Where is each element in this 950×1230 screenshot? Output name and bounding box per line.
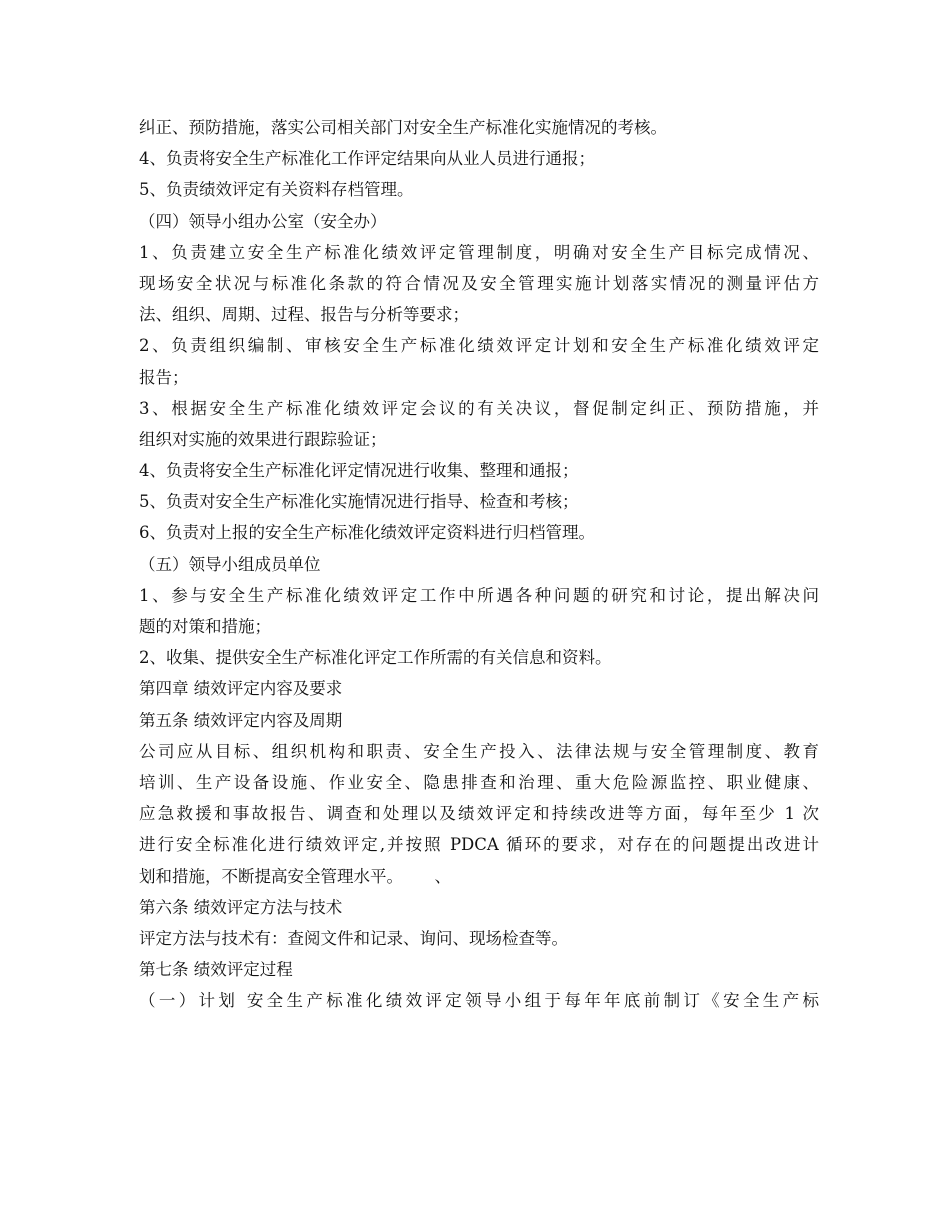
text-line: （四）领导小组办公室（安全办） xyxy=(139,211,387,231)
text-line: 第七条 绩效评定过程 xyxy=(139,960,293,980)
text-line: 应急救援和事故报告、调查和处理以及绩效评定和持续改进等方面，每年至少 1 次 xyxy=(139,804,819,824)
text-line: 报告； xyxy=(139,367,189,387)
text-line: 第六条 绩效评定方法与技术 xyxy=(139,897,343,917)
text-line: 现场安全状况与标准化条款的符合情况及安全管理实施计划落实情况的测量评估方 xyxy=(139,273,819,293)
text-line: 公司应从目标、组织机构和职责、安全生产投入、法律法规与安全管理制度、教育 xyxy=(139,741,819,761)
text-line: 法、组织、周期、过程、报告与分析等要求； xyxy=(139,305,469,325)
text-line: 第五条 绩效评定内容及周期 xyxy=(139,710,343,730)
text-line: 4、负责将安全生产标准化评定情况进行收集、整理和通报； xyxy=(139,461,579,481)
text-line: （一）计划 安全生产标准化绩效评定领导小组于每年年底前制订《安全生产标 xyxy=(139,991,819,1011)
text-line: 题的对策和措施； xyxy=(139,617,271,636)
text-line: 进行安全标准化进行绩效评定,并按照 PDCA 循环的要求，对存在的问题提出改进计 xyxy=(139,835,819,855)
document-body xyxy=(139,112,819,1016)
text-line: 3、根据安全生产标准化绩效评定会议的有关决议，督促制定纠正、预防措施，并 xyxy=(139,398,819,418)
text-line: 第四章 绩效评定内容及要求 xyxy=(139,679,343,699)
text-line: （五）领导小组成员单位 xyxy=(139,554,321,574)
text-line: 组织对实施的效果进行跟踪验证； xyxy=(139,429,387,449)
text-line: 评定方法与技术有：查阅文件和记录、询问、现场检查等。 xyxy=(139,928,568,948)
text-line: 5、负责绩效评定有关资料存档管理。 xyxy=(139,180,414,200)
text-line: 5、负责对安全生产标准化实施情况进行指导、检查和考核； xyxy=(139,492,579,512)
text-line: 1、负责建立安全生产标准化绩效评定管理制度，明确对安全生产目标完成情况、 xyxy=(139,242,819,262)
text-line: 4、负责将安全生产标准化工作评定结果向从业人员进行通报； xyxy=(139,149,595,169)
text-line: 纠正、预防措施，落实公司相关部门对安全生产标准化实施情况的考核。 xyxy=(139,118,667,137)
text-line: 2、负责组织编制、审核安全生产标准化绩效评定计划和安全生产标准化绩效评定 xyxy=(139,336,819,356)
text-line: 培训、生产设备设施、作业安全、隐患排查和治理、重大危险源监控、职业健康、 xyxy=(139,772,819,792)
text-line: 1、参与安全生产标准化绩效评定工作中所遇各种问题的研究和讨论，提出解决问 xyxy=(139,585,819,605)
text-line: 6、负责对上报的安全生产标准化绩效评定资料进行归档管理。 xyxy=(139,523,595,543)
text-line: 划和措施，不断提高安全管理水平。 、 xyxy=(139,866,451,886)
text-line: 2、收集、提供安全生产标准化评定工作所需的有关信息和资料。 xyxy=(139,648,612,668)
